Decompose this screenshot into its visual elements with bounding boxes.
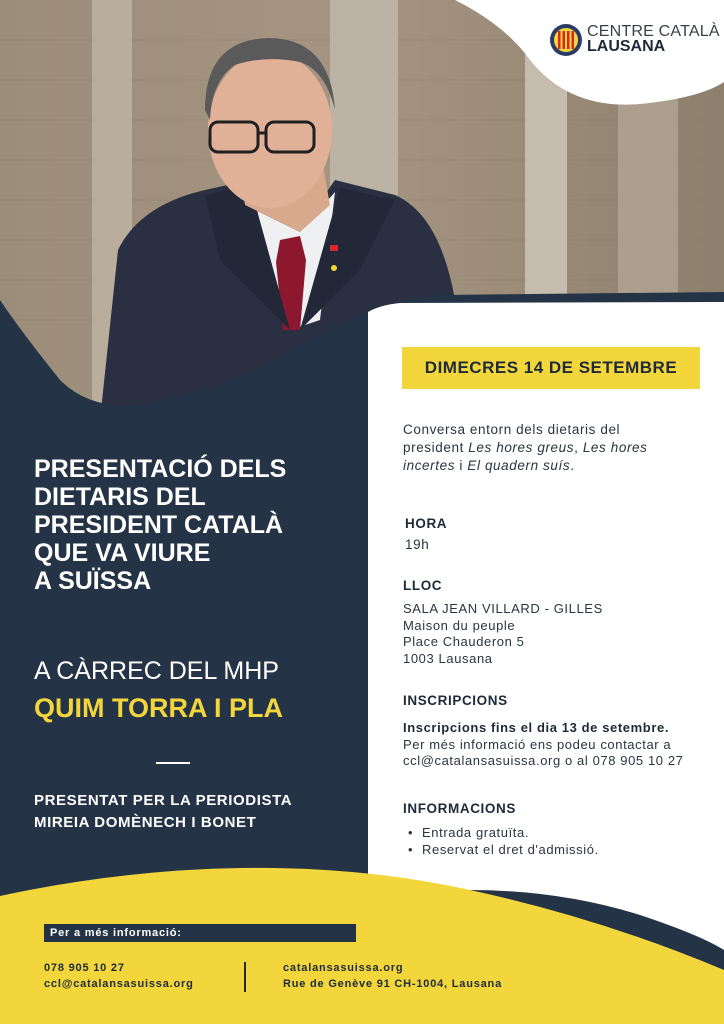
address-line: 1003 Lausana bbox=[403, 651, 493, 667]
footer-label: Per a més informació: bbox=[44, 924, 356, 942]
inscripcions-line: Per més informació ens podeu contactar a bbox=[403, 736, 672, 752]
speaker-prefix: A CÀRREC DEL MHP bbox=[34, 657, 279, 685]
footer-website[interactable]: catalansasuissa.org bbox=[283, 962, 404, 974]
book-title: El quadern suís bbox=[467, 458, 571, 473]
lloc-address bbox=[403, 601, 603, 668]
description-text: i bbox=[455, 458, 468, 473]
list-item: • Reservat el dret d'admissió. bbox=[403, 841, 599, 858]
inscripcions-text bbox=[403, 720, 684, 770]
description-text: . bbox=[570, 458, 575, 473]
informacions-heading: INFORMACIONS bbox=[403, 801, 516, 816]
address-line: SALA JEAN VILLARD - GILLES bbox=[403, 601, 603, 616]
description-text: , bbox=[574, 440, 583, 455]
inscripcions-heading: INSCRIPCIONS bbox=[403, 693, 508, 708]
footer-separator bbox=[244, 962, 246, 992]
footer-address: Rue de Genève 91 CH-1004, Lausana bbox=[283, 978, 502, 990]
informacions-list bbox=[403, 824, 599, 858]
description-line bbox=[403, 457, 713, 475]
divider bbox=[156, 762, 190, 764]
presented-by-line: MIREIA DOMÈNECH I BONET bbox=[34, 814, 257, 831]
title-line: QUE VA VIURE bbox=[34, 539, 211, 567]
footer-phone: 078 905 10 27 bbox=[44, 962, 125, 974]
title-line: PRESIDENT CATALÀ bbox=[34, 511, 284, 539]
list-item: • Entrada gratuïta. bbox=[403, 824, 599, 841]
centre-catala-logo bbox=[549, 22, 720, 58]
book-title: Les hores greus bbox=[468, 440, 575, 455]
footer-email[interactable]: ccl@catalansasuissa.org bbox=[44, 978, 194, 990]
event-description bbox=[403, 421, 713, 475]
inscripcions-deadline: Inscripcions fins el dia 13 de setembre. bbox=[403, 720, 670, 735]
hora-value: 19h bbox=[405, 537, 430, 552]
title-line: DIETARIS DEL bbox=[34, 483, 206, 511]
catalan-flag-icon bbox=[549, 23, 583, 57]
hora-heading: HORA bbox=[405, 516, 448, 531]
description-text: president bbox=[403, 440, 469, 455]
title-line: PRESENTACIÓ DELS bbox=[34, 455, 287, 483]
address-line: Maison du peuple bbox=[403, 617, 516, 633]
address-line: Place Chauderon 5 bbox=[403, 634, 525, 650]
logo-line2: LAUSANA bbox=[587, 38, 666, 55]
description-line bbox=[403, 439, 713, 457]
title-line: A SUÏSSA bbox=[34, 567, 152, 595]
presented-by-line: PRESENTAT PER LA PERIODISTA bbox=[34, 792, 293, 809]
event-title bbox=[34, 455, 354, 595]
book-title: Les hores bbox=[582, 440, 648, 455]
date-banner: DIMECRES 14 DE SETEMBRE bbox=[402, 347, 700, 389]
lloc-heading: LLOC bbox=[403, 578, 443, 593]
book-title: incertes bbox=[403, 458, 456, 473]
inscripcions-line: ccl@catalansasuissa.org o al 078 905 10 27 bbox=[403, 753, 684, 768]
speaker-name: QUIM TORRA I PLA bbox=[34, 693, 283, 723]
logo-line1: CENTRE CATALÀ bbox=[587, 23, 720, 40]
description-line: Conversa entorn dels dietaris del bbox=[403, 422, 621, 437]
presented-by bbox=[34, 790, 292, 834]
